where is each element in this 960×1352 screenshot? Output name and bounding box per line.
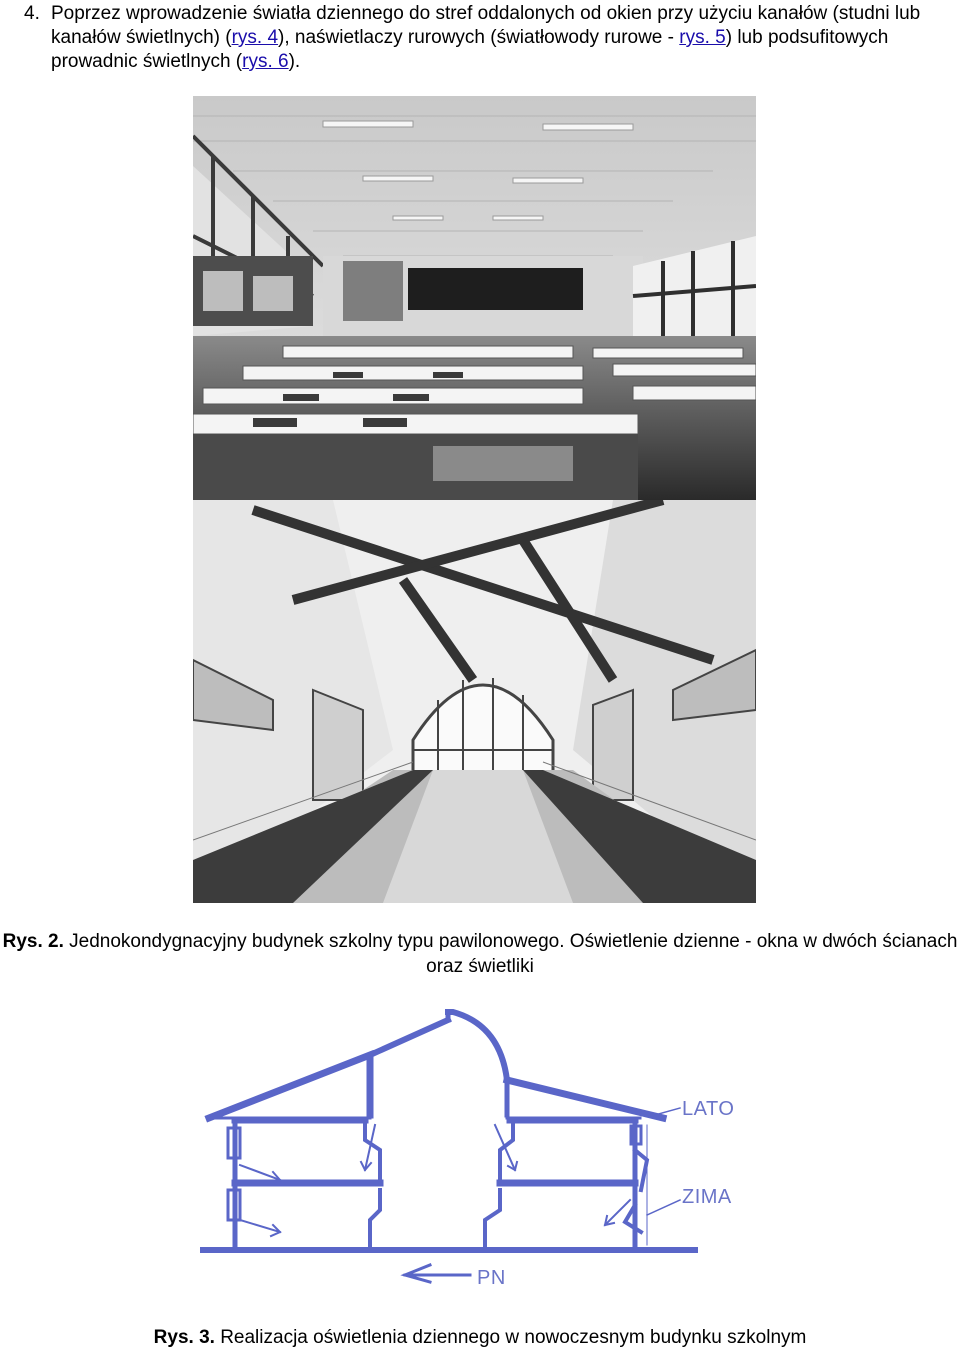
link-rys-5[interactable]: rys. 5 xyxy=(679,27,726,48)
text-part: ) lub podsufitowych prowadnic świetlnych ( xyxy=(51,27,889,72)
section-diagram xyxy=(195,1000,755,1300)
figure-label: Rys. 2. xyxy=(2,931,64,952)
text-part: ). xyxy=(288,51,301,72)
paragraph-text xyxy=(51,2,954,74)
link-rys-4[interactable]: rys. 4 xyxy=(231,27,279,48)
corridor-photo xyxy=(193,500,756,903)
paragraph-4 xyxy=(24,2,954,74)
corridor-image xyxy=(193,500,756,903)
building-section xyxy=(203,1012,695,1282)
text-part: Poprzez wprowadzenie światła dziennego do stref oddalonych od okien przy użyciu kanałów (studni lub kanałów świetlnych) ( xyxy=(51,3,921,48)
caption-text: Jednokondygnacyjny budynek szkolny typu pawilonowego. Oświetlenie dzienne - okna w dwóch ścianach oraz świetliki xyxy=(69,931,958,977)
label-pn: PN xyxy=(477,1267,506,1289)
figure-label: Rys. 3. xyxy=(153,1327,215,1348)
label-zima: ZIMA xyxy=(682,1186,732,1208)
list-number: 4. xyxy=(24,3,40,24)
label-lato: LATO xyxy=(682,1098,735,1120)
caption-text: Realizacja oświetlenia dziennego w nowoczesnym budynku szkolnym xyxy=(220,1327,807,1348)
link-rys-6[interactable]: rys. 6 xyxy=(242,51,289,72)
classroom-image xyxy=(193,96,756,500)
figure-2-caption xyxy=(0,929,960,979)
classroom-photo xyxy=(193,96,756,500)
figure-3-caption xyxy=(0,1325,960,1350)
text-part: ), naświetlaczy rurowych (światłowody rurowe - xyxy=(278,27,680,48)
